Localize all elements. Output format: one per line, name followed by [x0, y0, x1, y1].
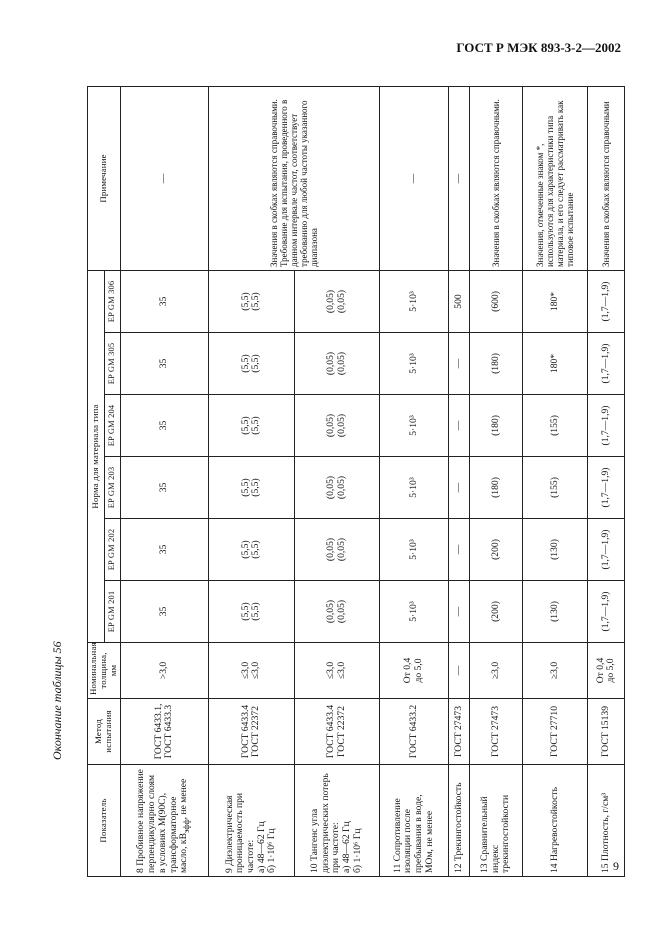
cell-thickness: От 0,4 до 5,0	[380, 643, 449, 699]
cell-value: (5,5) (5,5)	[209, 519, 294, 581]
cell-value: (155)	[523, 395, 588, 457]
cell-value: 35	[120, 395, 209, 457]
cell-value: (0,05) (0,05)	[294, 270, 379, 332]
cell-value: (5,5) (5,5)	[209, 581, 294, 643]
cell-note: Значения в скобках являются справочными	[588, 86, 625, 270]
cell-indicator: 11 Сопротивление изоляции после пребывания в воде, МОм, не менее	[380, 765, 449, 877]
cell-value: (5,5) (5,5)	[209, 457, 294, 519]
cell-value: 35	[120, 270, 209, 332]
cell-note: —	[449, 86, 470, 270]
cell-value: (5,5) (5,5)	[209, 270, 294, 332]
cell-note: Значения, отмеченные знаком *, используются для характеристики типа материала, и его следует рассматривать как типовое испытание	[523, 86, 588, 270]
cell-method: ГОСТ 6433.1, ГОСТ 6433.3	[120, 699, 209, 765]
cell-value: (155)	[523, 457, 588, 519]
cell-value: —	[449, 457, 470, 519]
cell-value: 5·10³	[380, 270, 449, 332]
col-header-thickness: Номинальная толщина, мм	[88, 643, 121, 699]
cell-value: (1,7—1,9)	[588, 333, 625, 395]
cell-method: ГОСТ 27473	[449, 699, 470, 765]
cell-value: (5,5) (5,5)	[209, 333, 294, 395]
cell-value: (1,7—1,9)	[588, 270, 625, 332]
cell-value: 35	[120, 457, 209, 519]
cell-value: (1,7—1,9)	[588, 581, 625, 643]
cell-method: ГОСТ 6433.4 ГОСТ 22372	[209, 699, 294, 765]
cell-note: —	[120, 86, 209, 270]
table-row-14	[523, 86, 588, 876]
cell-value: (600)	[470, 270, 523, 332]
col-header-type-202: EP GM 202	[104, 519, 120, 581]
cell-indicator: 15 Плотность, г/см³	[588, 765, 625, 877]
col-header-type-201: EP GM 201	[104, 581, 120, 643]
cell-thickness: ≤3,0 ≤3,0	[209, 643, 294, 699]
cell-thickness: ≥3,0	[470, 643, 523, 699]
cell-value: —	[449, 333, 470, 395]
cell-indicator: 13 Сравнительный индекс трекингостойкости	[470, 765, 523, 877]
cell-value: (180)	[470, 395, 523, 457]
cell-value: (130)	[523, 581, 588, 643]
cell-value: 35	[120, 581, 209, 643]
cell-value: (0,05) (0,05)	[294, 581, 379, 643]
cell-value: (1,7—1,9)	[588, 457, 625, 519]
cell-value: (0,05) (0,05)	[294, 395, 379, 457]
table-caption-holder	[50, 641, 70, 780]
cell-value: (1,7—1,9)	[588, 519, 625, 581]
cell-thickness: —	[449, 643, 470, 699]
cell-thickness: ≤3,0 ≤3,0	[294, 643, 379, 699]
cell-indicator: 9 Диэлектрическая проницаемость при частоте: а) 48—62 Гц б) 1·10⁶ Гц	[209, 765, 294, 877]
cell-value: 5·10³	[380, 581, 449, 643]
table-row-11	[380, 86, 449, 876]
table-caption: Окончание таблицы 56	[50, 641, 64, 760]
specification-table	[87, 86, 625, 877]
cell-value: —	[449, 519, 470, 581]
table-row-13	[470, 86, 523, 876]
cell-value: 5·10³	[380, 457, 449, 519]
cell-value: (180)	[470, 333, 523, 395]
cell-note: —	[380, 86, 449, 270]
cell-value: (1,7—1,9)	[588, 395, 625, 457]
cell-value: (0,05) (0,05)	[294, 457, 379, 519]
col-header-type-204: EP GM 204	[104, 395, 120, 457]
table-row-15	[588, 86, 625, 876]
cell-thickness: От 0,4 до 5,0	[588, 643, 625, 699]
cell-value: (200)	[470, 519, 523, 581]
cell-indicator: 14 Нагревостойкость	[523, 765, 588, 877]
page-number: 9	[613, 859, 619, 873]
cell-value: —	[449, 581, 470, 643]
cell-value: (0,05) (0,05)	[294, 333, 379, 395]
col-header-type-305: EP GM 305	[104, 333, 120, 395]
cell-method: ГОСТ 6433.2	[380, 699, 449, 765]
cell-method: ГОСТ 6433.4 ГОСТ 22372	[294, 699, 379, 765]
cell-method: ГОСТ 27710	[523, 699, 588, 765]
cell-value: 5·10³	[380, 395, 449, 457]
cell-value: (5,5) (5,5)	[209, 395, 294, 457]
cell-thickness: ≥3,0	[523, 643, 588, 699]
col-header-indicator: Показатель	[88, 765, 121, 877]
col-header-note: Примечание	[88, 86, 121, 270]
cell-value: (0,05) (0,05)	[294, 519, 379, 581]
col-header-type-306: EP GM 306	[104, 270, 120, 332]
cell-value: —	[449, 395, 470, 457]
col-header-method: Метод испытания	[88, 699, 121, 765]
col-header-type-203: EP GM 203	[104, 457, 120, 519]
cell-note: Значения в скобках являются справочными. Требование для испытания, проведенного в данном интервале частот, соответствует требованию для любой частоты указанного диапазона	[209, 86, 380, 270]
header-row-1	[88, 86, 105, 876]
cell-value: 500	[449, 270, 470, 332]
document-header: ГОСТ Р МЭК 893-3-2—2002	[456, 40, 621, 55]
rotated-table-wrapper	[87, 87, 618, 877]
cell-value: (130)	[523, 519, 588, 581]
cell-method: ГОСТ 15139	[588, 699, 625, 765]
cell-value: 35	[120, 333, 209, 395]
cell-value: 35	[120, 519, 209, 581]
cell-value: (200)	[470, 581, 523, 643]
cell-note: Значения в скобках являются справочными.	[470, 86, 523, 270]
cell-method: ГОСТ 27473	[470, 699, 523, 765]
cell-value: 5·10³	[380, 333, 449, 395]
cell-indicator: 10 Тангенс угла диэлектрических потерь при частоте: а) 48—62 Гц б) 1·10⁶ Гц	[294, 765, 379, 877]
table-row-12	[449, 86, 470, 876]
cell-value: 180*	[523, 333, 588, 395]
cell-indicator: 8 Пробивное напряжение перпендикулярно слоям в условиях М(90С), трансформаторное масло, $кВ_{эфф}$, не менее	[120, 765, 209, 877]
cell-value: 180*	[523, 270, 588, 332]
cell-value: (180)	[470, 457, 523, 519]
table-row-8	[120, 86, 209, 876]
table-row-9	[209, 86, 294, 876]
cell-value: 5·10³	[380, 519, 449, 581]
col-header-norm-group: Норма для материала типа	[88, 270, 105, 642]
cell-indicator: 12 Трекингостойкость	[449, 765, 470, 877]
cell-thickness: >3,0	[120, 643, 209, 699]
